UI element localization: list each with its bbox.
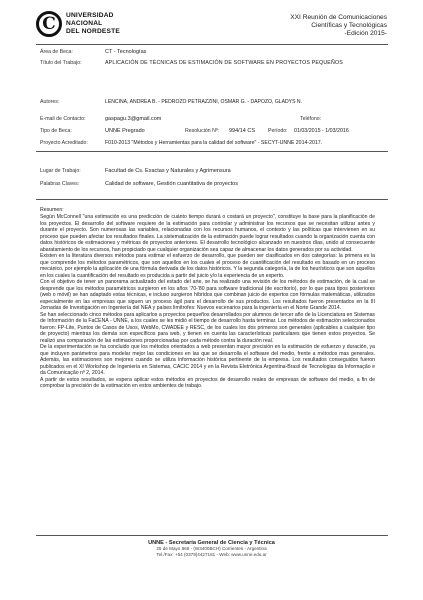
keywords-value: Calidad de software, Gestión cuantitativa de proyectos: [105, 180, 238, 187]
phone-label: Teléfono:: [300, 116, 322, 122]
section-divider: [36, 151, 388, 152]
event-line: Científicas y Tecnológicas: [311, 22, 387, 29]
footer-divider: [36, 535, 388, 536]
footer: [0, 540, 423, 558]
title-label: Título del Trabajo:: [40, 60, 82, 66]
university-line: UNIVERSIDAD: [66, 12, 114, 19]
abstract-body: [40, 214, 375, 390]
beca-label: Tipo de Beca:: [40, 128, 72, 134]
abstract-divider: [36, 199, 388, 200]
footer-contact: Tel./Fax: +54 (0379)4427181 - Web: www.unne.edu.ar: [156, 552, 267, 557]
resolution-label: Resolución Nº:: [185, 128, 220, 134]
event-line: XXI Reunión de Comunicaciones: [290, 14, 387, 21]
abstract-paragraph: Según McConnell "una estimación es una predicción de cuánto tiempo durará o costará un proyecto", constituye la base para la planificación de los proyectos. El desarrollo del software requiere de la estimación para controlar y administrar los recursos que se necesitan utilizar antes y durante el proyecto. Son numerosas las variables, relacionadas con los recursos humanos, el contexto y las políticas que intervienen en su proceso que pueden afectar los resultados finales. La sistematización de la estimación puede lograr resultados cuando la organización cuenta con datos históricos de estimaciones y métricas de proyectos anteriores. El desarrollo tecnológico alcanzado en nuestros días, unido al consecuente abaratamiento de los recursos, han propiciado que cualquier organización sea capaz de almacenar los datos generados por su actividad.: [40, 214, 375, 253]
area-value: CT - Tecnologías: [105, 48, 147, 55]
abstract-paragraph: Con el objetivo de tener un panorama actualizado del estado del arte, se ha realizado una revisión de los métodos de estimación, de la cual se desprende que los métodos paramétricos surgieron en los años '70-'80 para software tradicional (de escritorio), por lo que para tipos posteriores (web o móvil) se han adaptado estas técnicas, e incluso surgieron híbridos que combinan juicio de expertos con fórmulas matemáticas, utilizados especialmente en las empresas que siguen un proceso ágil para el desarrollo de sus productos. Los resultados fueron presentados en la III Jornadas de Investigación en Ingeniería del NEA y países limítrofes: Nuevos escenarios para la ingeniería en el Norte Grande 2014.: [40, 279, 375, 311]
title-value: APLICACIÓN DE TÉCNICAS DE ESTIMACIÓN DE SOFTWARE EN PROYECTOS PEQUEÑOS: [105, 59, 343, 66]
abstract-paragraph: Existen en la literatura diversos métodos para estimar el esfuerzo de desarrollo, que pueden ser clasificados en dos categorías: la primera es la que comprende los métodos paramétricos, que son aquellos en los cuales el proceso de cuantificación del resultado es basado en un proceso mecánico, por ejemplo la aplicación de una fórmula derivada de los datos históricos. Y la segunda categoría, la de los heurísticos que son aquellos en los cuales la cuantificación del resultado es producida a partir del juicio y/o la experiencia de un experto.: [40, 253, 375, 279]
authors-value: LENCINA, ANDREA B. - PEDROZO PETRAZZINI, OSMAR G. - DAPOZO, GLADYS N.: [105, 98, 302, 105]
abstract-paragraph: Se han seleccionado cinco métodos para aplicarlos a proyectos pequeños desarrollados por alumnos de tercer año de la Licenciatura en Sistemas de Información de la FaCENA - UNNE, a los cuales se les midió el tiempo de desarrollo hasta terminar. Los métodos de estimación seleccionados fueron: FP-Lite, Puntos de Casos de Usos, WebMo, CWADEE y RESC, de los cuales los dos primeros son generales (aplicables a cualquier tipo de proyecto) mientras los demás son específicos para web, y tienen en cuenta las características particulares que tienen estos proyectos. Se realizó una comparación de las estimaciones proporcionadas por cada método contra la duración real.: [40, 311, 375, 344]
copyright-logo-icon: C: [36, 11, 62, 37]
email-label: E-mail de Contacto:: [40, 116, 86, 122]
header-divider: [36, 44, 388, 45]
abstract-paragraph: A partir de estos resultados, se espera aplicar estos métodos en proyectos de desarrollo reales de empresas de software del medio, a fin de comprobar la precisión de la estimación en estos ambientes de trabajo.: [40, 376, 375, 389]
email-value: gaspagu.3@gmail.com: [105, 115, 162, 122]
footer-address: 25 de Mayo 868 - (W3400BCH) Corrientes - Argentina: [156, 546, 267, 551]
beca-value: UNNE Pregrado: [105, 127, 145, 134]
place-label: Lugar de Trabajo:: [40, 168, 81, 174]
area-label: Área de Beca:: [40, 49, 73, 55]
event-line: -Edición 2015-: [344, 30, 387, 37]
university-line: NACIONAL: [66, 20, 103, 27]
authors-label: Autores:: [40, 99, 60, 105]
place-value: Facultad de Cs. Exactas y Naturales y Agrimensura: [105, 167, 231, 174]
period-label: Período:: [268, 128, 288, 134]
keywords-label: Palabras Claves:: [40, 181, 80, 187]
project-label: Proyecto Acreditado:: [40, 140, 88, 146]
university-line: DEL NORDESTE: [66, 28, 120, 35]
abstract-paragraph: De la experimentación se ha concluido que los métodos orientados a web presentan mayor precisión en la estimación de esfuerzo y duración, ya que incluyen parámetros para modelar mejor las condiciones en las que se desarrolla el software del medio, frente a métodos mas generales. Además, las estimaciones son mejores cuando se utiliza información histórica pertinente de la empresa. Los resultados conseguidos fueron publicados en el XI Workshop de Ingeniería en Sistemas, CACIC 2014 y en la Revista Eletrônica Argentina-Brasil de Tecnologias da Informação e da Comunicação nº 2, 2014.: [40, 344, 375, 376]
abstract-label: Resumen:: [40, 207, 64, 213]
period-value: 01/03/2015 - 1/03/2016: [294, 127, 349, 134]
event-title: [290, 14, 387, 38]
project-value: F010-2013 "Métodos y Herramientas para la calidad del software" - SECYT-UNNE 2014-2017.: [105, 139, 323, 146]
university-name: [66, 12, 120, 36]
resolution-value: 994/14 CS: [229, 127, 255, 134]
footer-title: UNNE - Secretaría General de Ciencia y Técnica: [148, 540, 275, 546]
